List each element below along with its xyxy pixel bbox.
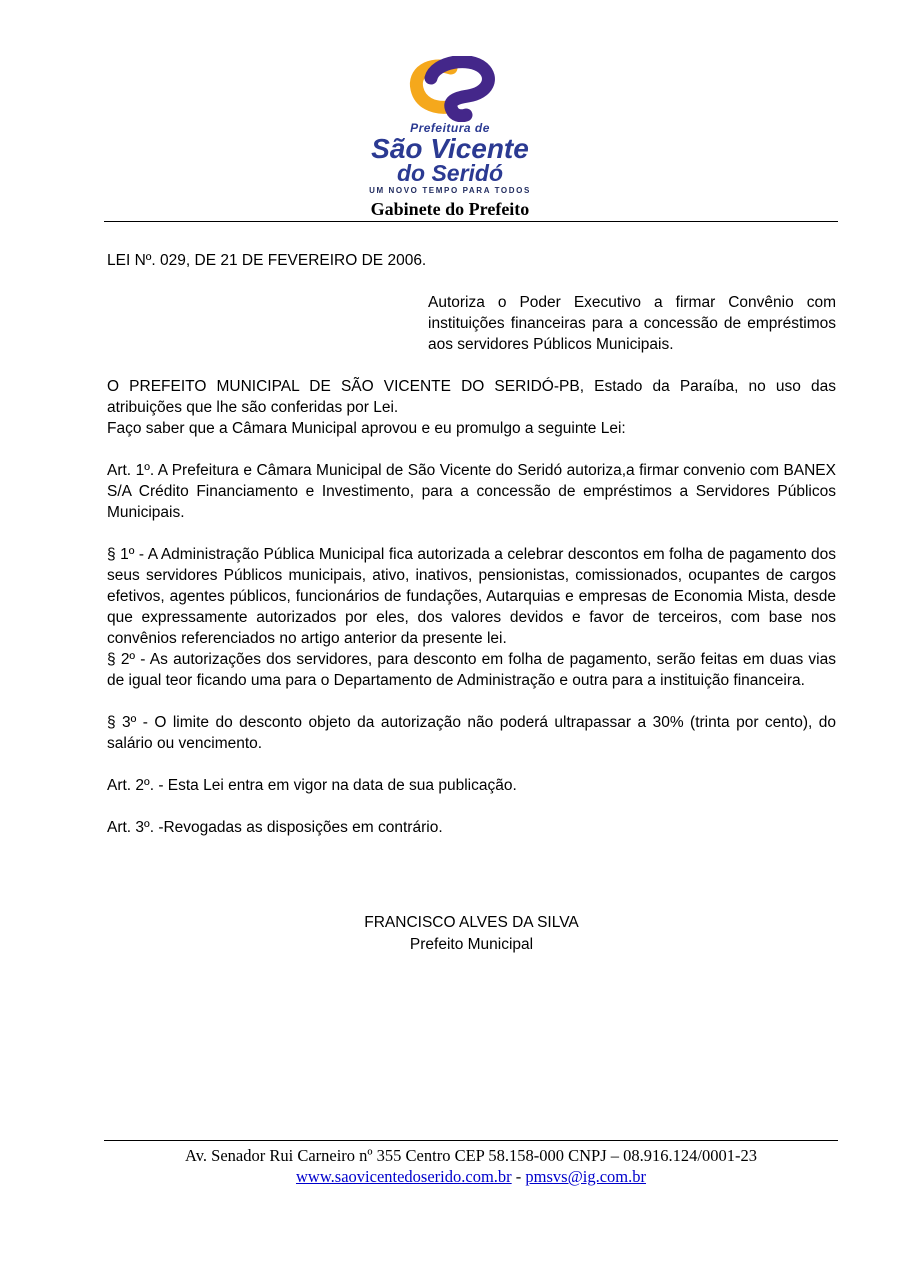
preamble [107, 376, 836, 439]
preamble-line-2: Faço saber que a Câmara Municipal aprovou e eu promulgo a seguinte Lei: [107, 420, 626, 437]
org-tagline: UM NOVO TEMPO PARA TODOS [369, 186, 531, 195]
email-link[interactable]: pmsvs@ig.com.br [525, 1167, 647, 1186]
header-divider [104, 221, 838, 222]
website-link[interactable]: www.saovicentedoserido.com.br [295, 1167, 512, 1186]
preamble-line-1: O PREFEITO MUNICIPAL DE SÃO VICENTE DO SERIDÓ-PB, Estado da Paraíba, no uso das atribuições que lhe são conferidas por Lei. [107, 378, 836, 416]
law-title: LEI Nº. 029, DE 21 DE FEVEREIRO DE 2006. [107, 252, 427, 269]
footer-links [104, 1166, 838, 1187]
footer-address: Av. Senador Rui Carneiro nº 355 Centro CEP 58.158-000 CNPJ – 08.916.124/0001-23 [185, 1146, 757, 1165]
article-1: Art. 1º. A Prefeitura e Câmara Municipal de São Vicente do Seridó autoriza,a firmar convenio com BANEX S/A Crédito Financiamento e Investimento, para a concessão de empréstimos a Servidores Públicos Municipais. [107, 462, 836, 521]
law-summary: Autoriza o Poder Executivo a firmar Convênio com instituições financeiras para a concessão de empréstimos aos servidores Públicos Municipais. [428, 294, 836, 353]
article-2: Art. 2º. - Esta Lei entra em vigor na data de sua publicação. [107, 777, 517, 794]
paragraph-3: § 3º - O limite do desconto objeto da autorização não poderá ultrapassar a 30% (trinta por cento), do salário ou vencimento. [107, 714, 836, 752]
letterhead [0, 0, 900, 219]
office-title: Gabinete do Prefeito [370, 199, 530, 219]
city-logo-icon [395, 56, 505, 122]
footer [104, 1140, 838, 1187]
law-body [107, 250, 836, 956]
org-name-secondary: do Seridó [396, 160, 504, 186]
article-3: Art. 3º. -Revogadas as disposições em contrário. [107, 819, 443, 836]
signature-block [107, 912, 836, 956]
signature-name: FRANCISCO ALVES DA SILVA [364, 914, 579, 931]
footer-divider [104, 1140, 838, 1141]
paragraph-2: § 2º - As autorizações dos servidores, para desconto em folha de pagamento, serão feitas em duas vias de igual teor ficando uma para o Departamento de Administração e outra para a instituição financeira. [107, 651, 836, 689]
link-separator: - [515, 1167, 522, 1186]
org-name-prefix: Prefeitura de [410, 121, 490, 135]
org-name-main: São Vicente [371, 133, 529, 164]
paragraph-1: § 1º - A Administração Pública Municipal fica autorizada a celebrar descontos em folha de pagamento dos seus servidores Públicos municipais, ativo, inativos, pensionistas, comissionados, ocupantes de cargos efetivos, agentes públicos, funcionários de fundações, Autarquias e empresas de Economia Mista, desde que expressamente autorizados por eles, dos valores devidos e favor de terceiros, com base nos convênios referenciados no artigo anterior da presente lei. [107, 546, 836, 647]
signature-title: Prefeito Municipal [409, 936, 534, 953]
